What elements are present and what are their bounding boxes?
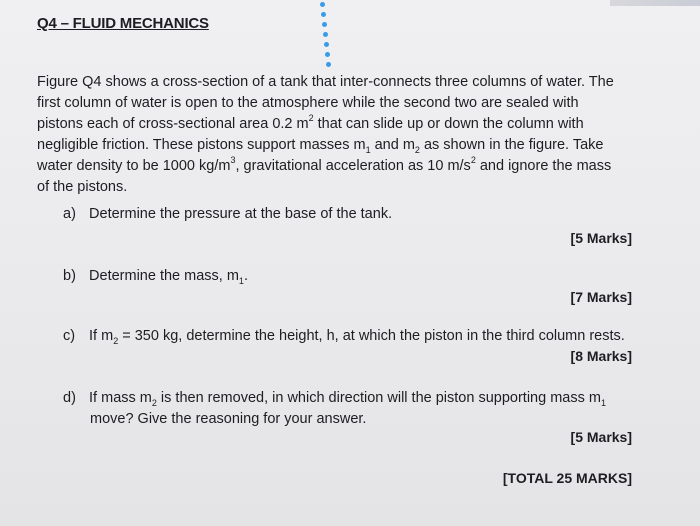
- question-text: If mass $m_2$ is then removed, in which direction will the piston supporting mass $m_1$: [89, 390, 606, 408]
- intro-line: pistons each of cross-sectional area 0.2 $m^2$ that can slide up or down the column with: [37, 113, 584, 132]
- question-b: [63, 266, 248, 287]
- question-label: a): [63, 206, 76, 222]
- question-text: Determine the pressure at the base of the tank.: [89, 206, 393, 222]
- marks-c: [8 Marks]: [570, 348, 632, 364]
- total-marks: [TOTAL 25 MARKS]: [502, 470, 632, 486]
- intro-line: water density to be 1000 $kg/m^3$, gravitational acceleration as 10 $m/s^2$ and ignore the mass: [37, 155, 612, 174]
- question-text: Determine the mass, $m_1$.: [89, 268, 248, 286]
- intro-line: of the pistons.: [37, 179, 128, 195]
- question-text: If $m_2 = 350$ kg, determine the height, h, at which the piston in the third column rests.: [89, 328, 625, 346]
- intro-line: first column of water is open to the atmosphere while the second two are sealed with: [37, 95, 579, 111]
- top-edge-bar: [610, 0, 700, 6]
- marks-d: [5 Marks]: [570, 429, 632, 445]
- intro-paragraph: [37, 72, 637, 198]
- question-a: [63, 204, 392, 225]
- intro-line: Figure Q4 shows a cross-section of a tank that inter-connects three columns of water. The: [37, 74, 614, 90]
- intro-line: negligible friction. These pistons support masses $m_1$ and $m_2$ as shown in the figure. Take: [37, 137, 604, 155]
- page-heading: Q4 – FLUID MECHANICS: [37, 15, 209, 32]
- marks-a: [5 Marks]: [570, 230, 632, 246]
- question-text-continued: move? Give the reasoning for your answer.: [90, 411, 367, 427]
- stray-blue-marks: [312, 0, 352, 80]
- question-label: b): [63, 268, 76, 284]
- question-label: d): [63, 390, 76, 406]
- question-c: [63, 326, 625, 347]
- question-d: [63, 388, 606, 430]
- question-label: c): [63, 328, 76, 344]
- marks-b: [7 Marks]: [570, 289, 632, 305]
